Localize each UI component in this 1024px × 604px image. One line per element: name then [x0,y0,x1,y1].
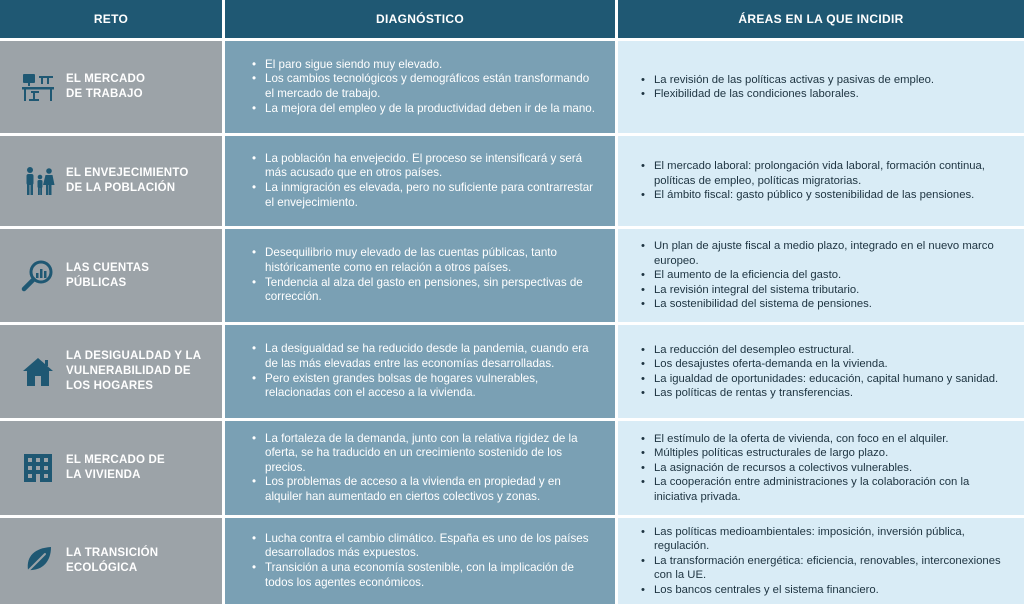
diagnostico-item: • Los problemas de acceso a la vivienda en propiedad y en alquiler han aumentado en ciertos colectivos y zonas. [251,475,601,504]
diagnostico-cell [225,136,615,226]
diagnostico-item: • Lucha contra el cambio climático. España es uno de los países desarrollados más expuestos. [251,532,601,561]
areas-list [640,239,1014,311]
reto-cell [0,518,222,604]
area-item: • La revisión integral del sistema tributario. [640,283,1014,297]
diagnostico-cell [225,229,615,322]
diagnostico-item: • La mejora del empleo y de la productividad deben ir de la mano. [251,102,601,117]
diagnostico-list [251,246,601,304]
area-item: • La sostenibilidad del sistema de pensiones. [640,297,1014,311]
areas-cell [618,518,1024,604]
diagnostico-list [251,342,601,400]
reto-title: LA DESIGUALDAD Y LA VULNERABILIDAD DE LOS HOGARES [66,350,202,392]
diagnostico-list [251,152,601,210]
diagnostico-item: • La fortaleza de la demanda, junto con la relativa rigidez de la oferta, se ha traducido en un crecimiento sostenido de los precios. [251,432,601,476]
area-item: • Las políticas medioambientales: imposición, inversión pública, regulación. [640,525,1014,554]
area-item: • El aumento de la eficiencia del gasto. [640,268,1014,282]
area-item: • La reducción del desempleo estructural. [640,343,1014,357]
area-item: • La igualdad de oportunidades: educación, capital humano y sanidad. [640,372,1014,386]
reto-title: LAS CUENTAS PÚBLICAS [66,261,150,289]
area-item: • El estímulo de la oferta de vivienda, con foco en el alquiler. [640,432,1014,446]
reto-cell [0,229,222,322]
diagnostico-list [251,432,601,505]
reto-cell [0,325,222,418]
area-item: • El ámbito fiscal: gasto público y sostenibilidad de las pensiones. [640,188,1014,202]
header-diagnostico: DIAGNÓSTICO [225,0,615,38]
area-item: • Flexibilidad de las condiciones laborales. [640,87,1014,101]
diagnostico-cell [225,41,615,133]
area-item: • La transformación energética: eficiencia, renovables, interconexiones con la UE. [640,554,1014,583]
diagnostico-item: • Pero existen grandes bolsas de hogares vulnerables, relacionadas con el acceso a la vivienda. [251,372,601,401]
office-desk-icon [20,69,56,105]
reto-title: EL ENVEJECIMIENTO DE LA POBLACIÓN [66,167,189,194]
areas-cell [618,421,1024,515]
areas-cell [618,325,1024,418]
diagnostico-item: • Desequilibrio muy elevado de las cuentas públicas, tanto históricamente como en relación a otros países. [251,246,601,275]
header-reto: RETO [0,0,222,38]
area-item: • Los bancos centrales y el sistema financiero. [640,583,1014,597]
reto-title: LA TRANSICIÓN ECOLÓGICA [66,547,159,574]
areas-list [640,343,1014,401]
house-icon [20,354,56,390]
reto-title: EL MERCADO DE TRABAJO [66,73,146,100]
family-icon [20,163,56,199]
reto-cell [0,136,222,226]
areas-cell [618,136,1024,226]
diagnostico-item: • El paro sigue siendo muy elevado. [251,58,601,73]
areas-cell [618,229,1024,322]
diagnostico-item: • Tendencia al alza del gasto en pensiones, sin perspectivas de corrección. [251,276,601,305]
diagnostico-item: • La desigualdad se ha reducido desde la pandemia, cuando era de las más elevadas entre las economías desarrolladas. [251,342,601,371]
reto-cell [0,41,222,133]
header-areas: ÁREAS EN LA QUE INCIDIR [618,0,1024,38]
diagnostico-cell [225,325,615,418]
magnifier-chart-icon [20,258,56,294]
area-item: • La asignación de recursos a colectivos vulnerables. [640,461,1014,475]
reto-title: EL MERCADO DE LA VIVIENDA [66,454,165,481]
diagnostico-item: • La inmigración es elevada, pero no suficiente para contrarrestar el envejecimiento. [251,181,601,210]
building-icon [20,450,56,486]
area-item: • La revisión de las políticas activas y pasivas de empleo. [640,73,1014,87]
areas-cell [618,41,1024,133]
diagnostico-list [251,58,601,116]
area-item: • La cooperación entre administraciones y la colaboración con la iniciativa privada. [640,475,1014,504]
diagnostico-item: • Los cambios tecnológicos y demográficos están transformando el mercado de trabajo. [251,72,601,101]
diagnostico-list [251,532,601,590]
diagnostico-item: • La población ha envejecido. El proceso se intensificará y será más acusado que en otros países. [251,152,601,181]
areas-list [640,525,1014,597]
area-item: • Las políticas de rentas y transferencias. [640,386,1014,400]
area-item: • El mercado laboral: prolongación vida laboral, formación continua, políticas de empleo, políticas migratorias. [640,159,1014,188]
area-item: • Los desajustes oferta-demanda en la vivienda. [640,357,1014,371]
diagnostico-item: • Transición a una economía sostenible, con la implicación de todos los agentes económicos. [251,561,601,590]
areas-list [640,159,1014,202]
area-item: • Múltiples políticas estructurales de largo plazo. [640,446,1014,460]
leaf-icon [20,543,56,579]
areas-list [640,73,1014,102]
area-item: • Un plan de ajuste fiscal a medio plazo, integrado en el nuevo marco europeo. [640,239,1014,268]
diagnostico-cell [225,518,615,604]
reto-cell [0,421,222,515]
areas-list [640,432,1014,504]
diagnostico-cell [225,421,615,515]
